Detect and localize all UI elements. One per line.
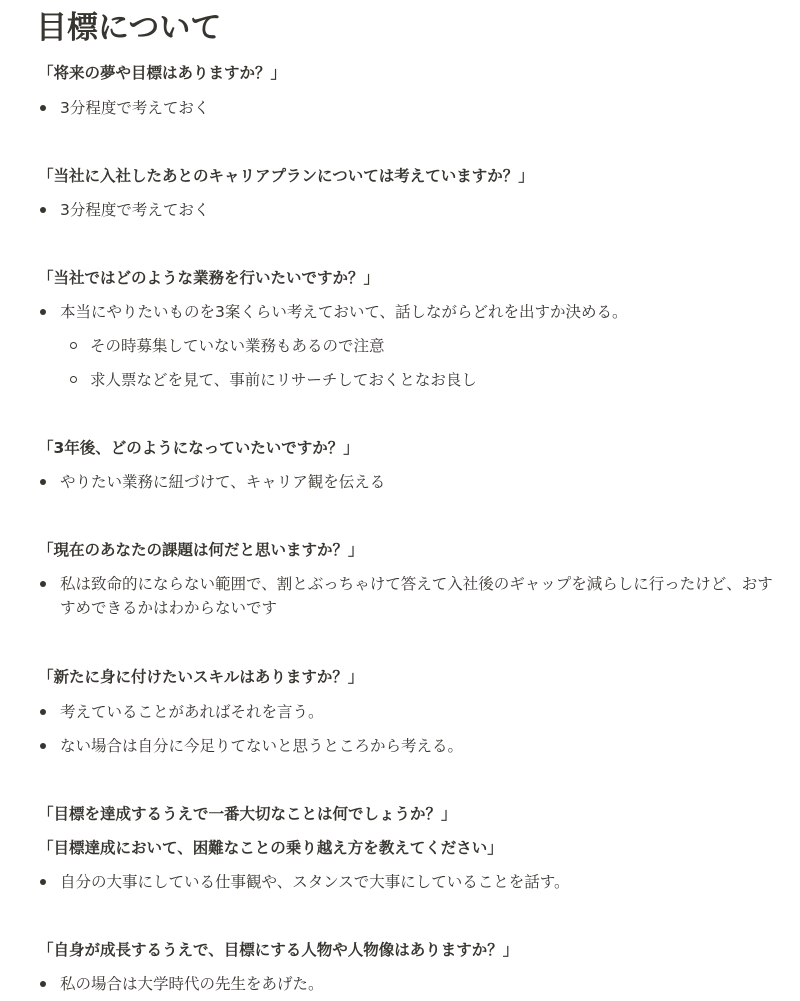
bullet-icon bbox=[40, 743, 46, 749]
list-item-text: その時募集していない業務もあるので注意 bbox=[90, 337, 385, 355]
question-heading: 「目標達成において、困難なことの乗り越え方を教えてください」 bbox=[38, 839, 503, 857]
bullet-icon bbox=[40, 581, 46, 587]
sub-list-item bbox=[90, 368, 780, 392]
question-heading: 「当社に入社したあとのキャリアプランについては考えていますか？」 bbox=[38, 167, 534, 185]
list-item bbox=[60, 870, 780, 894]
bullet-icon bbox=[40, 479, 46, 485]
question-heading: 「目標を達成するうえで一番大切なことは何でしょうか？」 bbox=[38, 805, 457, 823]
list-item bbox=[60, 198, 780, 222]
list-item bbox=[60, 700, 780, 724]
list-item bbox=[60, 470, 780, 494]
list-item bbox=[60, 96, 780, 120]
bullet-icon bbox=[40, 309, 46, 315]
list-item bbox=[60, 300, 780, 324]
sub-list-item bbox=[90, 334, 780, 358]
hollow-bullet-icon bbox=[70, 342, 77, 349]
list-item bbox=[60, 734, 780, 758]
list-item-text: やりたい業務に紐づけて、キャリア観を伝える bbox=[60, 473, 386, 491]
question-heading: 「将来の夢や目標はありますか？」 bbox=[38, 64, 287, 82]
list-item-text: 本当にやりたいものを3案くらい考えておいて、話しながらどれを出すか決める。 bbox=[60, 303, 628, 321]
bullet-icon bbox=[40, 207, 46, 213]
list-item bbox=[60, 972, 780, 996]
bullet-icon bbox=[40, 981, 46, 987]
list-item-text: 私の場合は大学時代の先生をあげた。 bbox=[60, 975, 324, 993]
hollow-bullet-icon bbox=[70, 376, 77, 383]
question-heading: 「自身が成長するうえで、目標にする人物や人物像はありますか？」 bbox=[38, 941, 519, 959]
question-heading: 「3年後、どのようになっていたいですか？」 bbox=[38, 439, 359, 457]
question-heading: 「新たに身に付けたいスキルはありますか？」 bbox=[38, 668, 364, 686]
list-item bbox=[60, 572, 780, 620]
list-item-text: 私は致命的にならない範囲で、割とぶっちゃけて答えて入社後のギャップを減らしに行ったけど、おすすめできるかはわからないです bbox=[60, 575, 773, 617]
bullet-icon bbox=[40, 879, 46, 885]
list-item-text: ない場合は自分に今足りてないと思うところから考える。 bbox=[60, 737, 464, 755]
list-item-text: 自分の大事にしている仕事観や、スタンスで大事にしていることを話す。 bbox=[60, 873, 570, 891]
list-item-text: 求人票などを見て、事前にリサーチしておくとなお良し bbox=[90, 371, 477, 389]
question-heading: 「現在のあなたの課題は何だと思いますか？」 bbox=[38, 541, 364, 559]
bullet-icon bbox=[40, 709, 46, 715]
page-title: 目標について bbox=[36, 10, 222, 46]
bullet-icon bbox=[40, 105, 46, 111]
question-heading: 「当社ではどのような業務を行いたいですか？」 bbox=[38, 269, 380, 287]
list-item-text: 3分程度で考えておく bbox=[60, 99, 210, 117]
list-item-text: 考えていることがあればそれを言う。 bbox=[60, 703, 324, 721]
list-item-text: 3分程度で考えておく bbox=[60, 201, 210, 219]
